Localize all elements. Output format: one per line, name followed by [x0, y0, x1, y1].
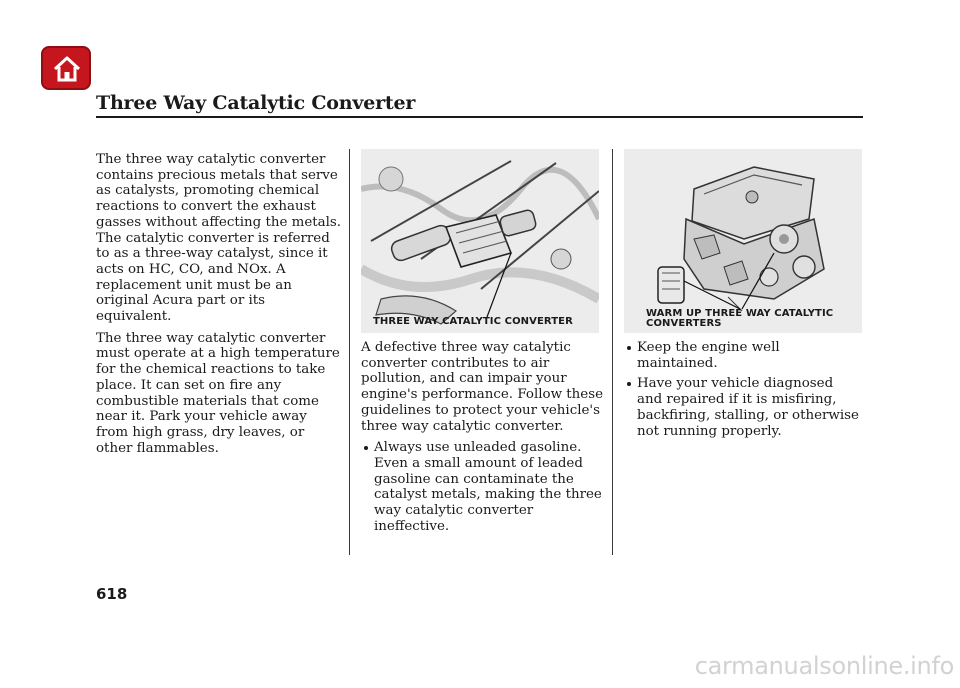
watermark: carmanualsonline.info	[694, 652, 954, 680]
catalytic-converter-illustration	[361, 149, 599, 333]
title-rule	[96, 116, 863, 118]
paragraph: The three way catalytic converter must operate at a high temperature for the chemical reactions to take place. It can set on fire any combustible materials that come near it. Park your vehicle away from high grass, dry leaves, or other flammables.	[96, 330, 340, 456]
engine-figure	[624, 149, 862, 333]
page-number: 618	[96, 585, 128, 603]
bullet-list	[361, 440, 606, 534]
column-divider-2	[612, 149, 613, 555]
home-icon	[52, 54, 82, 84]
engine-illustration	[624, 149, 862, 333]
column-3	[624, 340, 862, 444]
list-item: Keep the engine well maintained.	[624, 340, 862, 371]
figure-caption: THREE WAY CATALYTIC CONVERTER	[373, 316, 573, 327]
column-2	[361, 340, 606, 539]
page-title: Three Way Catalytic Converter	[96, 92, 416, 114]
column-divider-1	[349, 149, 350, 555]
bullet-list	[624, 340, 862, 439]
catalytic-converter-figure	[361, 149, 599, 333]
paragraph: The three way catalytic converter contains precious metals that serve as catalysts, promoting chemical reactions to convert the exhaust gasses without affecting the metals. The catalytic converter is referred to as a three-way catalyst, since it acts on HC, CO, and NOx. A replacement unit must be an original Acura part or its equivalent.	[96, 152, 342, 325]
list-item: Always use unleaded gasoline. Even a small amount of leaded gasoline can contaminate the catalyst metals, making the three way catalytic converter ineffective.	[361, 440, 606, 534]
list-item: Have your vehicle diagnosed and repaired if it is misfiring, backfiring, stalling, or otherwise not running properly.	[624, 376, 862, 439]
home-button[interactable]	[41, 46, 91, 90]
paragraph: A defective three way catalytic converter contributes to air pollution, and can impair your engine's performance. Follow these guidelines to protect your vehicle's three way catalytic converter.	[361, 340, 604, 434]
column-1	[96, 152, 342, 462]
figure-caption-line-1: WARM UP THREE WAY CATALYTIC	[646, 308, 834, 319]
figure-caption-line-2: CONVERTERS	[646, 318, 722, 329]
